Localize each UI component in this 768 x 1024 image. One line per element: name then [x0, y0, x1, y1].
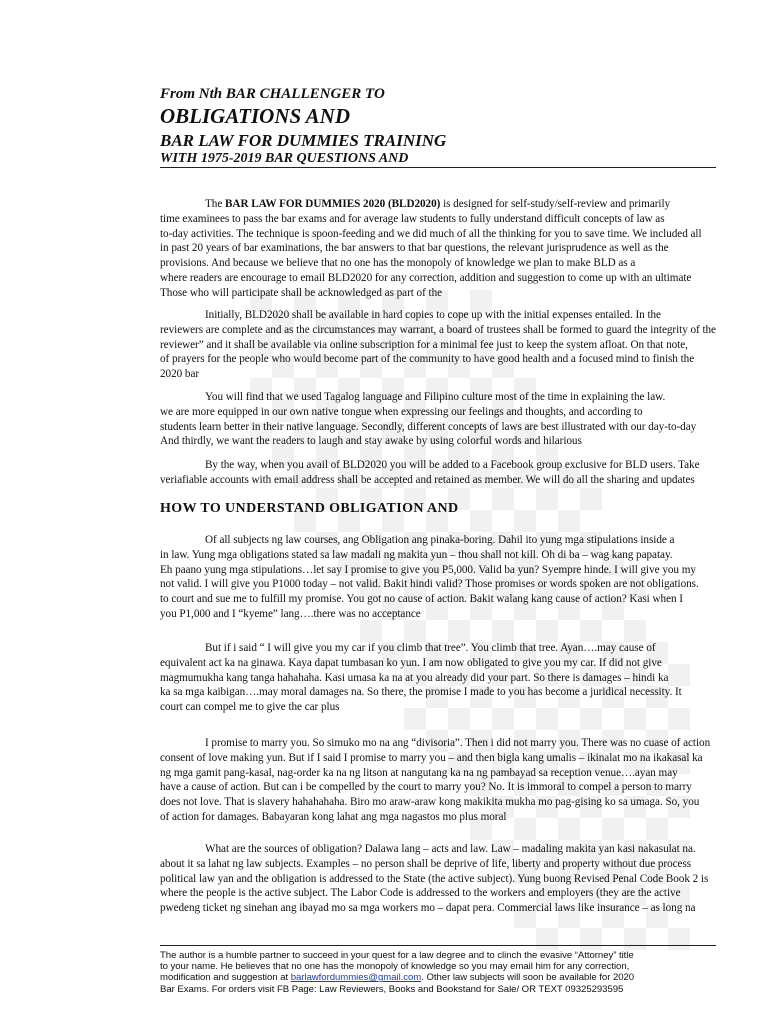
text-line: of prayers for the people who would become part of the community to have good health and a focused mind to finish the	[160, 353, 695, 366]
document-title: OBLIGATIONS AND	[160, 104, 351, 128]
intro-paragraph-3	[160, 390, 728, 449]
text-line: reviewer” and it shall be available via online subscription for a minimal fee just to keep the system afloat. On that note,	[160, 338, 688, 351]
text-line: Eh paano yung mga stipulations…let say I promise to give you P5,000. Valid ba yun? Syempre hinde. I will give you my	[160, 563, 696, 576]
text-line: about it sa lahat ng law subjects. Examples – no person shall be deprive of life, liberty and property without due process	[160, 857, 692, 870]
text-line: Initially, BLD2020 shall be available in hard copies to cope up with the initial expenses entailed. In the	[205, 309, 661, 321]
text-line: reviewers are complete and as the circumstances may warrant, a board of trustees shall be formed to guard the integrity of the	[160, 323, 716, 336]
text-line: time examinees to pass the bar exams and for average law students to fully understand difficult concepts of law as	[160, 212, 665, 225]
text-line: 2020 bar	[160, 368, 200, 381]
watermark-cell	[558, 510, 580, 532]
watermark-cell	[580, 488, 602, 510]
text-line: You will find that we used Tagalog language and Filipino culture most of the time in explaining the law.	[205, 391, 666, 403]
text-line: students learn better in their native language. Secondly, different concepts of laws are best illustrated with our day-to-day	[160, 420, 697, 433]
intro-paragraph-1-first-line	[160, 197, 728, 212]
text-line: But if i said “ I will give you my car if you climb that tree”. You climb that tree. Ayan….may cause of	[205, 642, 656, 654]
intro-paragraph-2	[160, 308, 728, 382]
text-line: ka sa mga kaibigan….may moral damages na. So there, the promise I made to you has become a juridical necessity. It	[160, 686, 682, 699]
header-line-1: From Nth BAR CHALLENGER TO	[160, 86, 385, 102]
text-line: to court and sue me to fulfill my promise. You got no cause of action. Bakit walang kang cause of action? Kasi when I	[160, 593, 683, 606]
watermark-cell	[580, 620, 602, 642]
text-span: is designed for self-study/self-review and primarily	[440, 198, 671, 210]
text-line: where readers are encourage to email BLD2020 for any correction, addition and suggestion to come up with an ultimate	[160, 271, 692, 284]
watermark-cell	[668, 928, 690, 950]
text-line: not valid. I will give you P1000 today – not valid. Bakit hindi valid? Those promises or words spoken are not obligations.	[160, 578, 699, 591]
text-line: Those who will participate shall be acknowledged as part of the	[160, 286, 443, 299]
header-line-4: WITH 1975-2019 BAR QUESTIONS AND	[160, 151, 409, 166]
watermark-cell	[536, 928, 558, 950]
text-line: political law yan and the obligation is addressed to the State (the active subject). Yung buong Revised Penal Code Book 2 is	[160, 872, 709, 885]
section-paragraph-2	[160, 641, 728, 715]
footer-note	[160, 950, 728, 995]
section-paragraph-3	[160, 736, 728, 825]
watermark-cell	[404, 620, 426, 642]
text-span: . Other law subjects will soon be available for 2020	[421, 972, 635, 984]
header-rule	[160, 167, 716, 168]
watermark-cell	[624, 620, 646, 642]
text-line: in past 20 years of bar examinations, the bar answers to that bar questions, the relevant jurisprudence as well as the	[160, 242, 669, 255]
watermark-cell	[536, 620, 558, 642]
section-heading: HOW TO UNDERSTAND OBLIGATION AND	[160, 501, 459, 516]
watermark-cell	[360, 620, 382, 642]
text-line: pwedeng ticket ng sinehan ang ibayad mo sa mga workers mo – dapat pera. Commercial laws like insurance – as long na	[160, 902, 696, 915]
text-line: What are the sources of obligation? Dalawa lang – acts and law. Law – madaling makita yan kasi nakasulat na.	[205, 843, 696, 855]
text-line: I promise to marry you. So simuko mo na ang “divisoria”. Then i did not marry you. There was no cuase of action	[205, 737, 711, 749]
intro-paragraph-1	[160, 197, 728, 301]
section-paragraph-4	[160, 842, 728, 916]
text-span: The	[205, 198, 225, 210]
text-line: have a cause of action. But can i be compelled by the court to marry you? No. It is immoral to compel a person to marry	[160, 781, 692, 794]
text-line: you P1,000 and I “kyeme” lang….there was no acceptance	[160, 607, 421, 620]
footer-line: to your name. He believes that no one has the monopoly of knowledge so you may email him for any correction,	[160, 961, 630, 973]
text-line: court can compel me to give the car plus	[160, 701, 340, 714]
section-paragraph-1	[160, 533, 728, 622]
text-line: magmumukha kang tanga hahahaha. Kasi umasa ka na at you already did your part. So there is damages – hindi ka	[160, 671, 669, 684]
watermark-cell	[448, 620, 470, 642]
text-line: provisions. And because we believe that no one has the monopoly of knowledge we plan to make BLD as a	[160, 257, 636, 270]
text-line: where the people is the active subject. The Labor Code is addressed to the workers and employers (they are the active	[160, 887, 681, 900]
text-line: we are more equipped in our own native tongue when expressing our feelings and thoughts, and according to	[160, 405, 643, 418]
watermark-cell	[536, 488, 558, 510]
text-line: And thirdly, we want the readers to laugh and stay awake by using colorful words and hilarious	[160, 435, 582, 448]
text-line: By the way, when you avail of BLD2020 you will be added to a Facebook group exclusive for BLD users. Take	[205, 459, 700, 471]
footer-line	[160, 972, 728, 983]
text-span: modification and suggestion at	[160, 972, 291, 984]
watermark-cell	[492, 620, 514, 642]
text-line: ng mga gamit pang-kasal, nag-order ka na ng litson at nangutang ka na ng pambayad sa reception venue….ayan may	[160, 766, 678, 779]
text-line: veriafiable accounts with email address shall be accepted and retained as member. We will do all the sharing and updates	[160, 473, 695, 486]
intro-paragraph-4	[160, 458, 728, 488]
text-line: consent of love making yun. But if I said I promise to marry you – and then bigla kang umalis – ikinalat mo na ikakasal ka	[160, 751, 703, 764]
text-line: equivalent act ka na ginawa. Kaya dapat tumbasan ko yun. I am now obligated to give you my car. If did not give	[160, 656, 662, 669]
footer-line: Bar Exams. For orders visit FB Page: Law Reviewers, Books and Bookstand for Sale/ OR TEXT 09325293595	[160, 983, 624, 995]
watermark-cell	[580, 928, 602, 950]
bld-title-bold: BAR LAW FOR DUMMIES 2020 (BLD2020)	[225, 198, 441, 210]
document-subtitle: BAR LAW FOR DUMMIES TRAINING	[160, 131, 447, 150]
watermark-cell	[624, 928, 646, 950]
text-line: in law. Yung mga obligations stated sa law madali ng makita yun – thou shall not kill. Oh di ba – wag kang papatay.	[160, 548, 673, 561]
text-line: Of all subjects ng law courses, ang Obligation ang pinaka-boring. Dahil ito yung mga stipulations inside a	[205, 534, 675, 546]
email-link[interactable]: barlawfordummies@gmail.com	[290, 972, 422, 984]
footer-rule	[160, 945, 716, 946]
text-line: to-day activities. The technique is spoon-feeding and we did much of all the thinking for you to save time. We included all	[160, 227, 702, 240]
watermark-cell	[470, 510, 492, 532]
watermark-cell	[492, 488, 514, 510]
watermark-cell	[514, 510, 536, 532]
text-line: does not love. That is slavery hahahahaha. Biro mo araw-araw kong makikita mukha mo pag-gising ko sa umaga. So, you	[160, 796, 700, 809]
text-line: of action for damages. Babayaran kong lahat ang mga nagastos mo plus moral	[160, 810, 507, 823]
footer-line: The author is a humble partner to succeed in your quest for a law degree and to clinch the evasive “Attorney” title	[160, 950, 634, 961]
